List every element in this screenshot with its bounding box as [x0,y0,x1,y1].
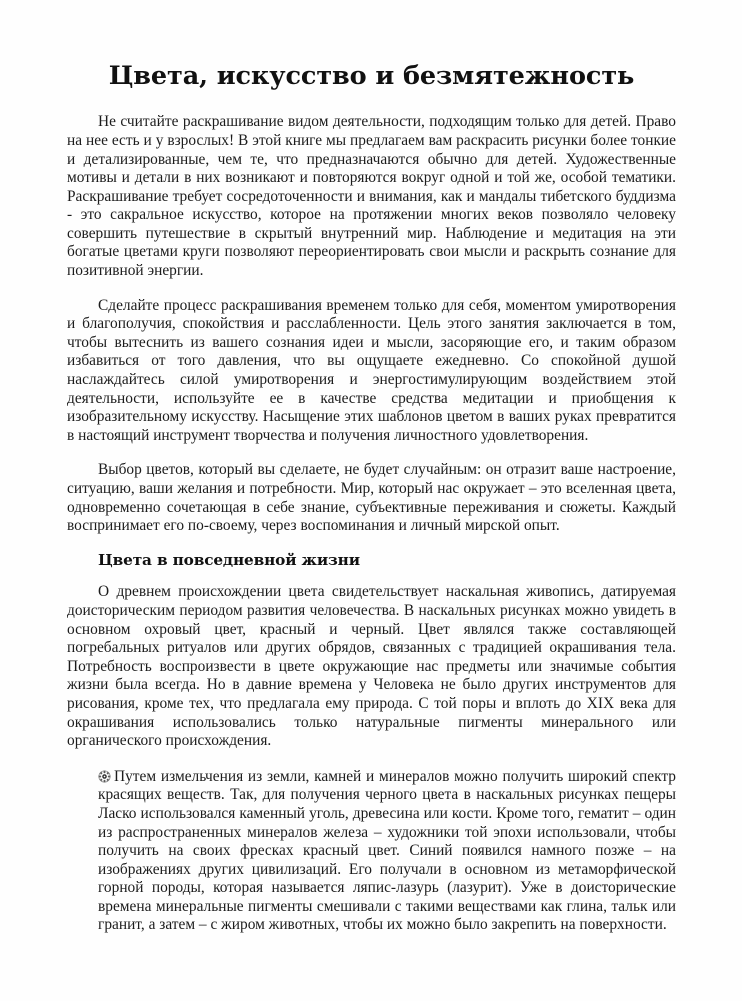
paragraph-process: Сделайте процесс раскрашивания временем только для себя, моментом умиротворения и благополучия, спокойствия и расслабленности. Цель этого занятия заключается в том, чтобы вытеснить из вашего сознания идеи и мысли, засоряющие его, и таким образом избавиться от того давления, что вы ощущаете ежедневно. Со спокойной душой наслаждайтесь силой умиротворения и энергостимулирующим воздействием этой деятельности, используйте ее в качестве средства медитации и приобщения к изобразительному искусству. Насыщение этих шаблонов цветом в ваших руках превратится в настоящий инструмент творчества и получения личностного удовлетворения. [67,296,676,444]
paragraph-pigments-text: Путем измельчения из земли, камней и минералов можно получить широкий спектр красящих веществ. Так, для получения черного цвета в наскальных рисунках пещеры Ласко использовался каменный уголь, древесина или кости. Кроме того, гематит – один из распространенных минералов железа – художники той эпохи использовали, чтобы получить на своих фресках красный цвет. Синий появился намного позже – на изображениях других цивилизаций. Его получали в основном из метаморфической горной породы, которая называется ляпис-лазурь (лазурит). Уже в доисторические времена минеральные пигменты смешивали с такими веществами как глина, тальк или гранит, а затем – с жиром животных, чтобы их можно было закрепить на поверхности. [98,767,676,934]
page-content-column [67,0,676,935]
paragraph-color-choice: Выбор цветов, который вы сделаете, не будет случайным: он отразит ваше настроение, ситуацию, ваши желания и потребности. Мир, который нас окружает – это вселенная цвета, одновременно сочетающая в себе знание, субъективные переживания и сюжеты. Каждый воспринимает его по-своему, через воспоминания и личный мирской опыт. [67,461,676,535]
rosette-mandala-icon [98,770,111,783]
paragraph-pigments [67,768,676,935]
paragraph-ancient-origins: О древнем происхождении цвета свидетельствует наскальная живопись, датируемая доисторическим периодом развития человечества. В наскальных рисунках можно увидеть в основном охровый цвет, красный и черный. Цвет являлся также составляющей погребальных ритуалов или других обрядов, связанных с традицией окрашивания тела. Потребность воспроизвести в цвете окружающие нас предметы или значимые события жизни была всегда. Но в давние времена у Человека не было других инструментов для рисования, кроме тех, что предлагала ему природа. С той поры и вплоть до XIX века для окрашивания использовались только натуральные пигменты минерального или органического происхождения. [67,583,676,750]
paragraph-intro: Не считайте раскрашивание видом деятельности, подходящим только для детей. Право на нее есть и у взрослых! В этой книге мы предлагаем вам раскрасить рисунки более тонкие и детализированные, чем те, что предназначаются обычно для детей. Художественные мотивы и детали в них возникают и повторяются вокруг одной и той же, особой тематики. Раскрашивание требует сосредоточенности и внимания, как и мандалы тибетского буддизма - это сакральное искусство, которое на протяжении многих веков позволяло человеку совершить путешествие в скрытый внутренний мир. Наблюдение и медитация на эти богатые цветами круги позволяют переориентировать свои мысли и раскрыть сознание для позитивной энергии. [67,113,676,280]
section-heading-colors-in-everyday-life: Цвета в повседневной жизни [98,550,360,569]
page-title: Цвета, искусство и безмятежность [108,61,635,91]
